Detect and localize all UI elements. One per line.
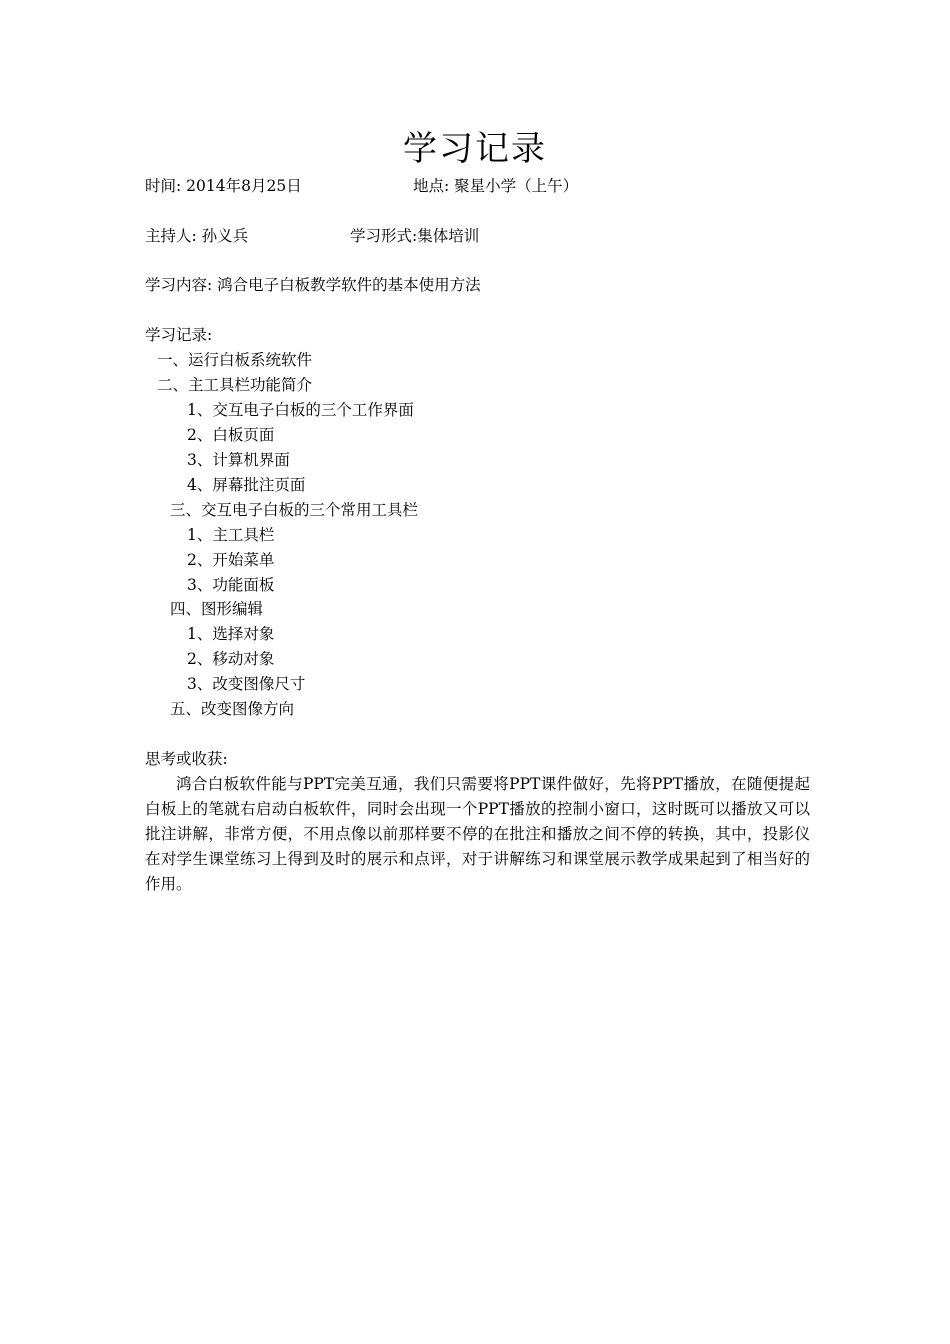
time-field xyxy=(145,174,302,199)
record-subitem: 4、屏幕批注页面 xyxy=(187,476,306,494)
time-value: 2014年8月25日 xyxy=(186,177,302,195)
record-subitem: 3、改变图像尺寸 xyxy=(187,675,306,693)
record-label: 学习记录: xyxy=(145,326,213,344)
host-value: 孙义兵 xyxy=(201,227,249,245)
content-label: 学习内容: xyxy=(145,276,213,294)
reflection-text: 鸿合白板软件能与PPT完美互通，我们只需要将PPT课件做好，先将PPT播放，在随便提起白板上的笔就右启动白板软件，同时会出现一个PPT播放的控制小窗口，这时既可以播放又可以批注讲解，非常方便，不用点像以前那样要不停的在批注和播放之间不停的转换，其中，投影仪在对学生课堂练习上得到及时的展示和点评，对于讲解练习和课堂展示教学成果起到了相当好的作用。 xyxy=(145,775,810,893)
place-value: 聚星小学（上午） xyxy=(454,177,579,195)
record-item: 一、运行白板系统软件 xyxy=(157,351,313,369)
content-value: 鸿合电子白板教学软件的基本使用方法 xyxy=(217,276,481,294)
record-subitem: 2、移动对象 xyxy=(187,650,275,668)
record-item: 二、主工具栏功能简介 xyxy=(157,376,313,394)
content-field xyxy=(145,273,481,298)
record-subitem: 2、开始菜单 xyxy=(187,551,275,569)
form-label: 学习形式: xyxy=(350,227,418,245)
host-label: 主持人: xyxy=(145,227,197,245)
time-label: 时间: xyxy=(145,177,182,195)
form-value: 集体培训 xyxy=(417,227,480,245)
record-item: 三、交互电子白板的三个常用工具栏 xyxy=(170,501,419,519)
host-field xyxy=(145,224,248,249)
record-subitem: 1、主工具栏 xyxy=(187,526,275,544)
form-field xyxy=(350,224,479,249)
document-title: 学习记录 xyxy=(403,129,547,169)
record-item: 五、改变图像方向 xyxy=(170,700,295,718)
record-subitem: 2、白板页面 xyxy=(187,426,275,444)
record-subitem: 3、计算机界面 xyxy=(187,451,290,469)
record-subitem: 1、交互电子白板的三个工作界面 xyxy=(187,401,414,419)
record-item: 四、图形编辑 xyxy=(170,600,264,618)
reflection-label: 思考或收获: xyxy=(145,750,228,768)
record-subitem: 1、选择对象 xyxy=(187,625,275,643)
place-label: 地点: xyxy=(413,177,450,195)
record-subitem: 3、功能面板 xyxy=(187,576,275,594)
place-field xyxy=(413,174,578,199)
